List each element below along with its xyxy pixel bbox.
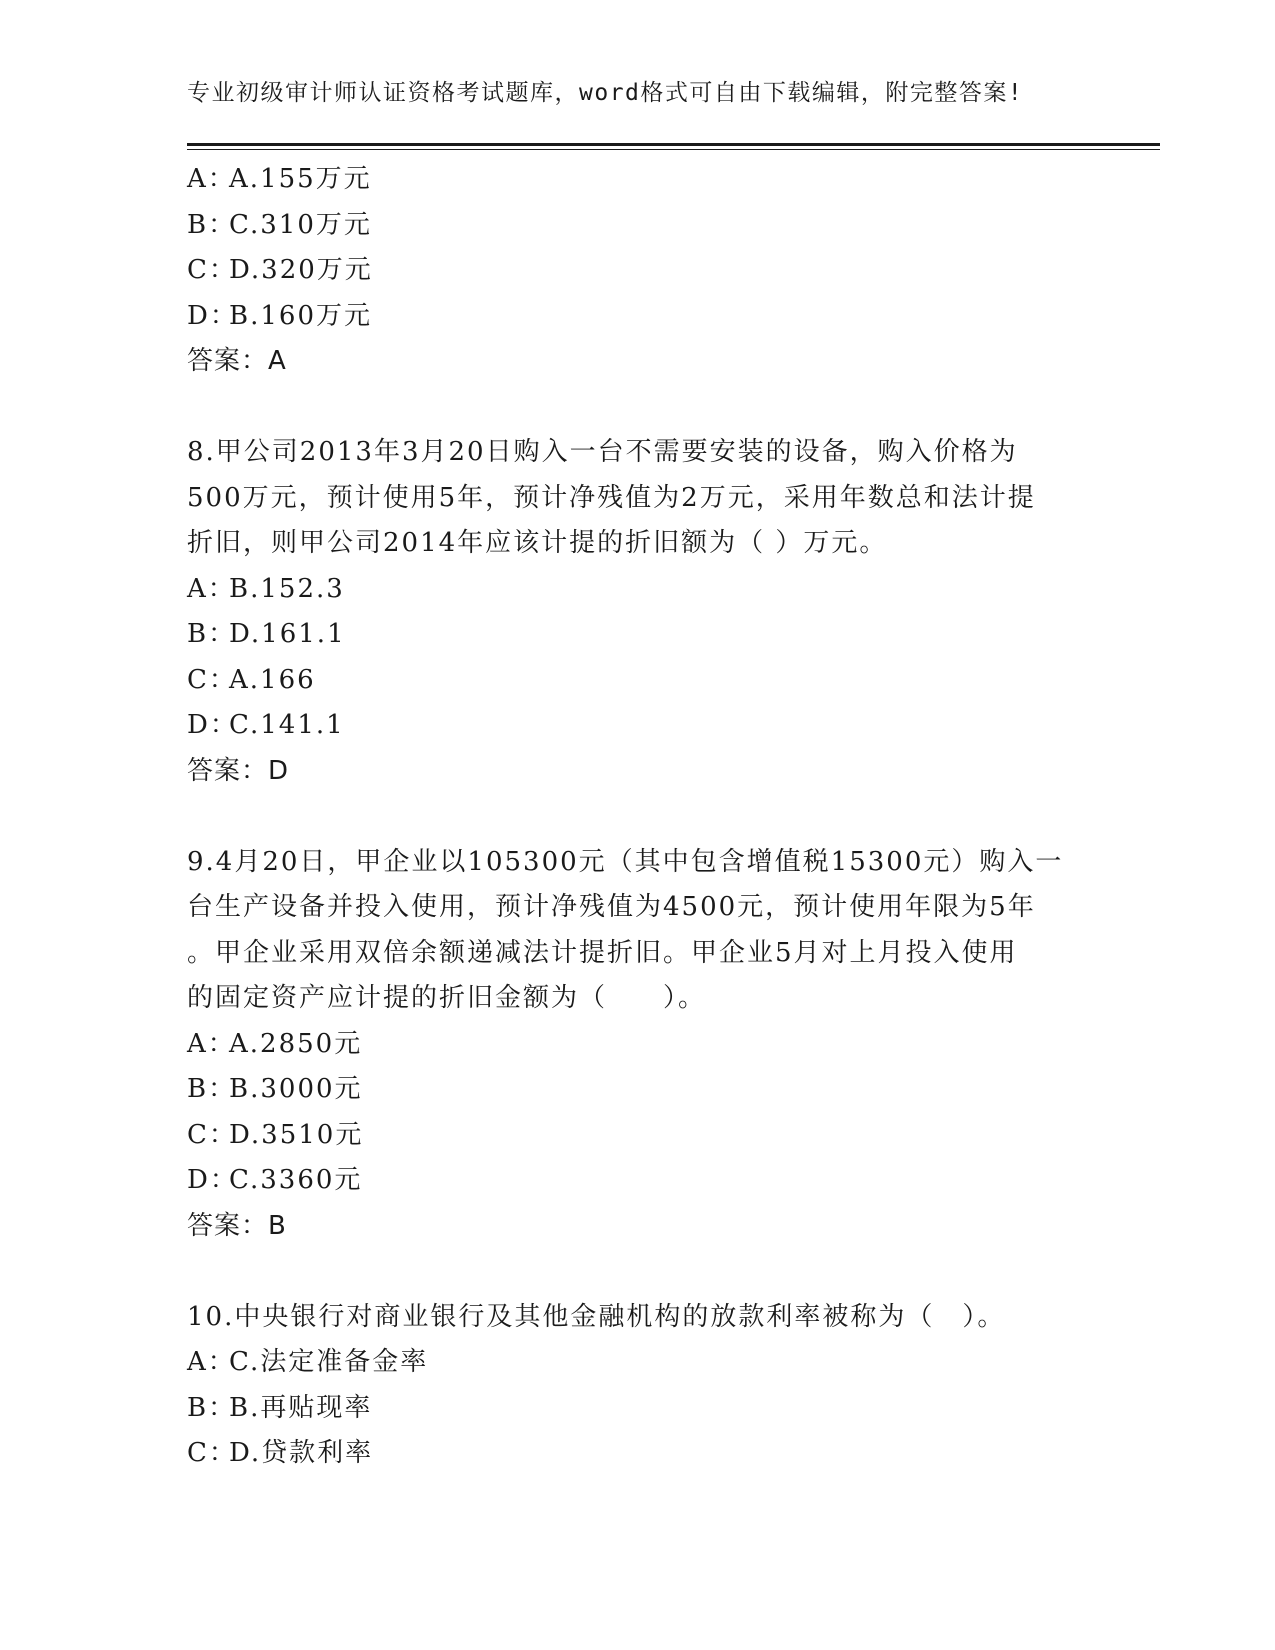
spacer [187, 794, 1087, 840]
option-a: A：B.152.3 [187, 573, 345, 604]
question-stem-line: 的固定资产应计提的折旧金额为（ ）。 [187, 983, 707, 1013]
spacer [187, 1249, 1087, 1295]
question-stem-line: 500万元，预计使用5年，预计净残值为2万元，采用年数总和法计提 [187, 482, 1036, 513]
header-rule-thick [187, 143, 1160, 146]
option-a: A：A.2850元 [187, 1028, 363, 1059]
question-stem-line: 8.甲公司2013年3月20日购入一台不需要安装的设备，购入价格为 [187, 437, 1018, 467]
question-10 [187, 1295, 1087, 1477]
page-header: 专业初级审计师认证资格考试题库，word格式可自由下载编辑，附完整答案! [187, 80, 1024, 106]
option-a: A：A.155万元 [187, 164, 372, 194]
question-content [187, 157, 1087, 1477]
question-9 [187, 840, 1087, 1250]
option-b: B：B.3000元 [187, 1074, 363, 1104]
spacer [187, 385, 1087, 431]
question-stem-line: 10.中央银行对商业银行及其他金融机构的放款利率被称为（ ）。 [187, 1301, 1006, 1332]
option-b: B：C.310万元 [187, 209, 372, 240]
option-b: B：D.161.1 [187, 619, 346, 649]
question-stem-line: 。甲企业采用双倍余额递减法计提折旧。甲企业5月对上月投入使用 [187, 937, 1018, 968]
option-c: C：D.3510元 [187, 1119, 364, 1150]
question-stem-line: 折旧，则甲公司2014年应该计提的折旧额为（ ）万元。 [187, 528, 888, 558]
question-stem-line: 台生产设备并投入使用，预计净残值为4500元，预计使用年限为5年 [187, 892, 1036, 922]
header-rule-thin [187, 149, 1160, 150]
question-stem-line: 9.4月20日，甲企业以105300元（其中包含增值税15300元）购入一 [187, 846, 1064, 877]
answer-7: 答案：A [187, 346, 287, 376]
answer-9: 答案：B [187, 1210, 287, 1241]
option-c: C：A.166 [187, 664, 316, 695]
option-d: D：B.160万元 [187, 300, 372, 331]
option-d: D：C.141.1 [187, 710, 345, 740]
question-8 [187, 430, 1087, 794]
option-c: C：D.320万元 [187, 255, 373, 285]
question-7-options [187, 157, 1087, 385]
option-a: A：C.法定准备金率 [187, 1347, 429, 1377]
option-d: D：C.3360元 [187, 1165, 363, 1195]
answer-8: 答案：D [187, 755, 290, 786]
option-b: B：B.再贴现率 [187, 1392, 373, 1423]
option-c: C：D.贷款利率 [187, 1438, 374, 1468]
